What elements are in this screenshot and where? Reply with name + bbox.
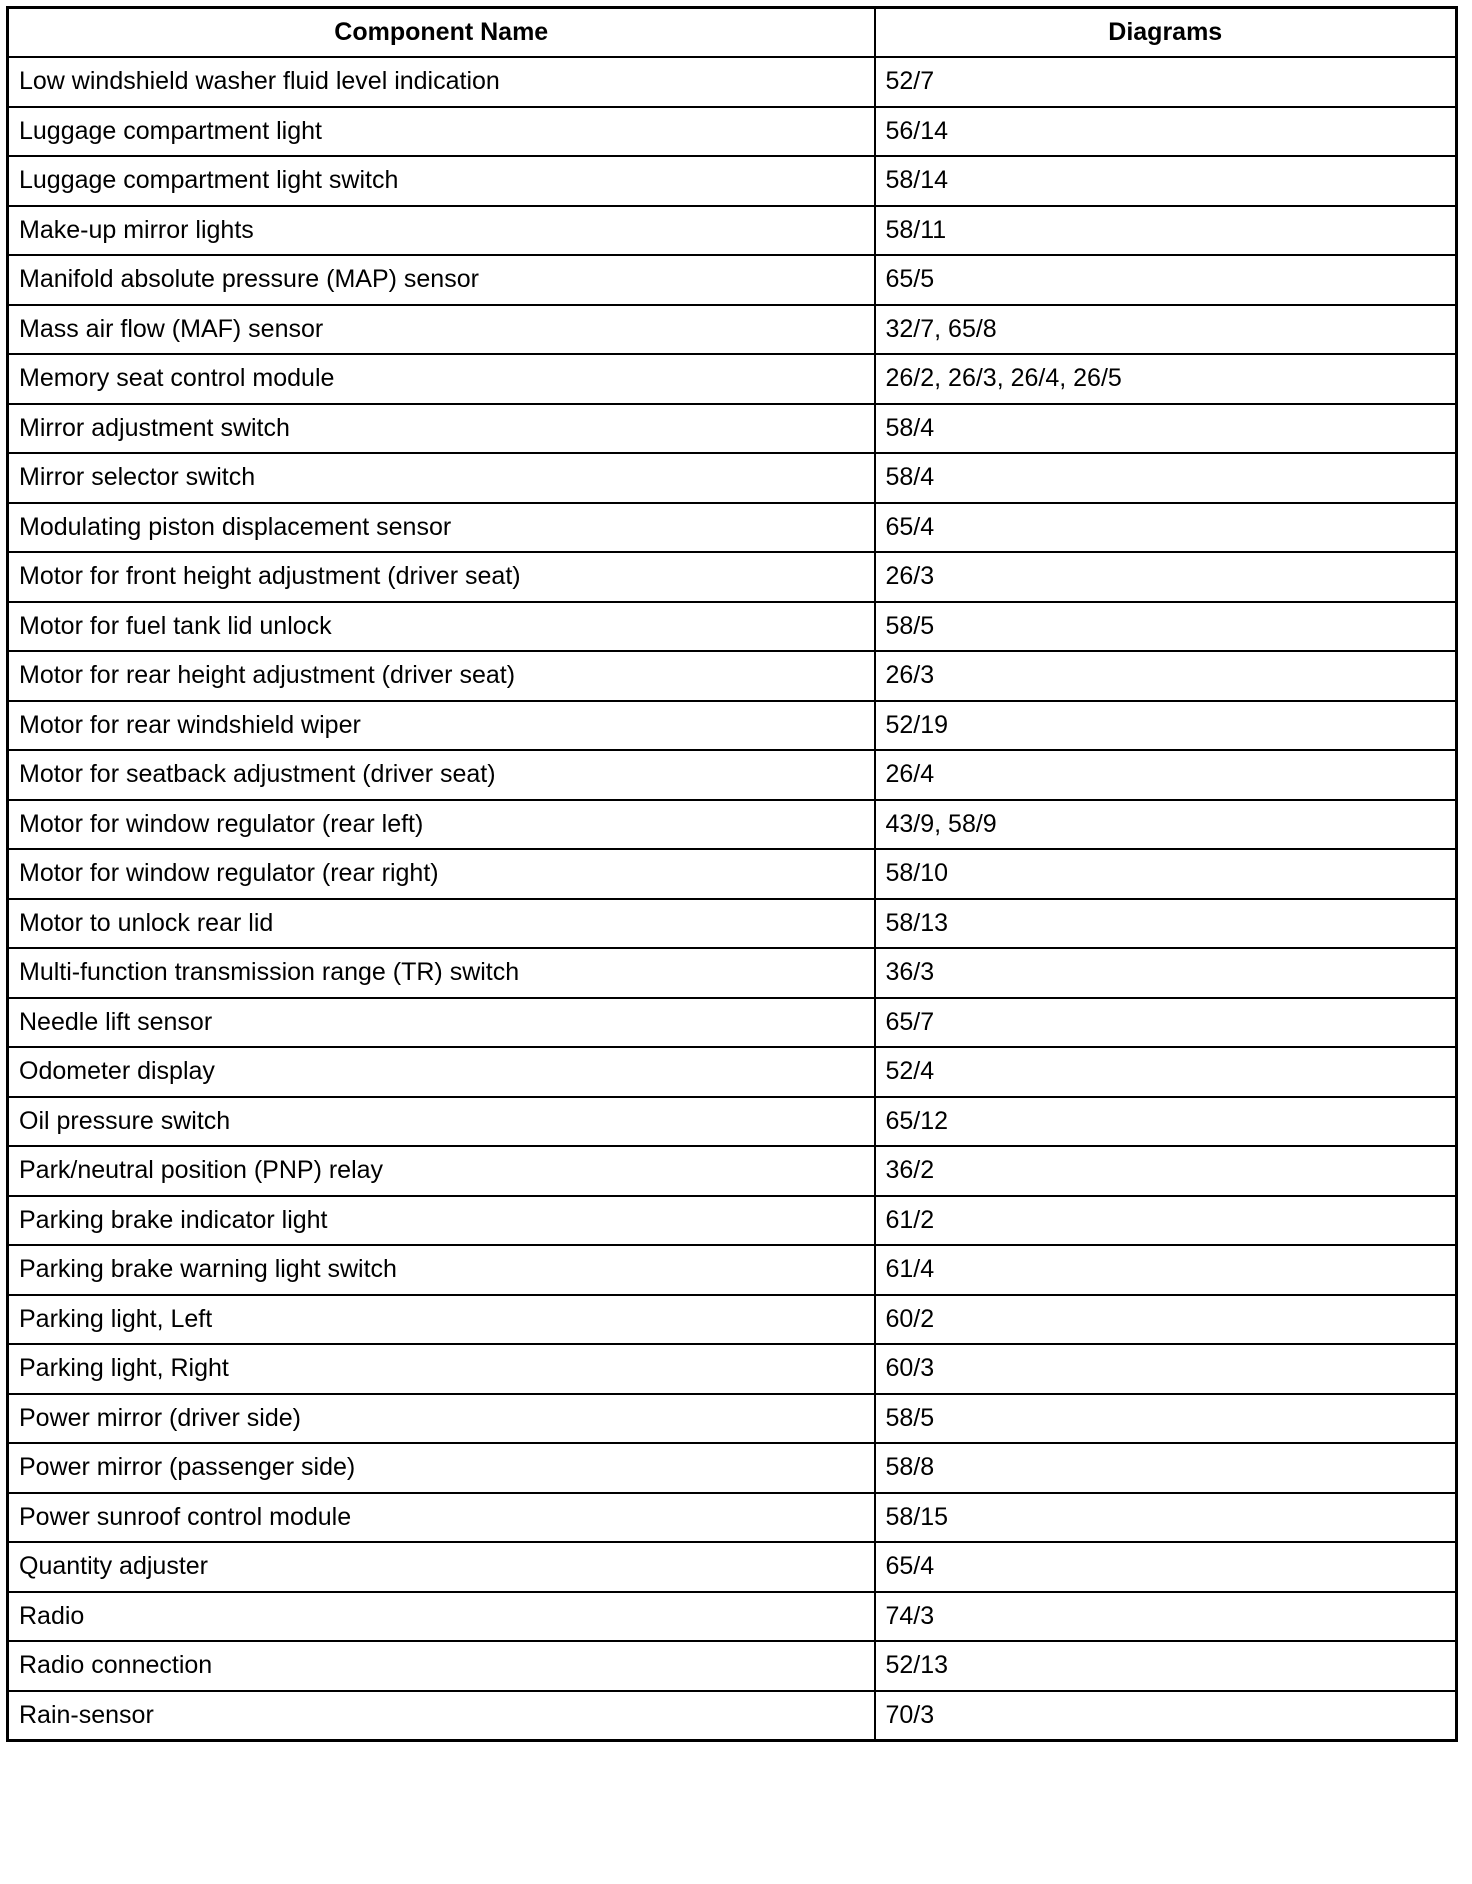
- diagrams-cell: 58/5: [875, 1394, 1457, 1444]
- diagrams-cell: 52/13: [875, 1641, 1457, 1691]
- table-row: [8, 305, 1457, 355]
- diagrams-cell: 36/3: [875, 948, 1457, 998]
- component-name-cell: Modulating piston displacement sensor: [8, 503, 875, 553]
- component-name-cell: Radio connection: [8, 1641, 875, 1691]
- component-name-cell: Oil pressure switch: [8, 1097, 875, 1147]
- table-row: [8, 404, 1457, 454]
- diagrams-cell: 65/4: [875, 503, 1457, 553]
- component-name-cell: Power mirror (passenger side): [8, 1443, 875, 1493]
- component-name-cell: Needle lift sensor: [8, 998, 875, 1048]
- component-name-cell: Odometer display: [8, 1047, 875, 1097]
- column-header-diagrams: Diagrams: [875, 8, 1457, 58]
- diagrams-cell: 52/19: [875, 701, 1457, 751]
- component-table-container: [6, 6, 1455, 1742]
- component-name-cell: Mirror adjustment switch: [8, 404, 875, 454]
- table-row: [8, 948, 1457, 998]
- table-row: [8, 156, 1457, 206]
- table-row: [8, 1146, 1457, 1196]
- component-name-cell: Power sunroof control module: [8, 1493, 875, 1543]
- table-row: [8, 800, 1457, 850]
- table-row: [8, 1641, 1457, 1691]
- diagrams-cell: 65/5: [875, 255, 1457, 305]
- component-name-cell: Luggage compartment light switch: [8, 156, 875, 206]
- diagrams-cell: 32/7, 65/8: [875, 305, 1457, 355]
- diagrams-cell: 52/4: [875, 1047, 1457, 1097]
- component-name-cell: Luggage compartment light: [8, 107, 875, 157]
- table-row: [8, 453, 1457, 503]
- table-row: [8, 602, 1457, 652]
- table-row: [8, 1196, 1457, 1246]
- component-name-cell: Rain-sensor: [8, 1691, 875, 1741]
- table-row: [8, 1443, 1457, 1493]
- table-row: [8, 255, 1457, 305]
- component-name-cell: Parking brake indicator light: [8, 1196, 875, 1246]
- table-row: [8, 206, 1457, 256]
- table-row: [8, 1691, 1457, 1741]
- component-name-cell: Quantity adjuster: [8, 1542, 875, 1592]
- table-row: [8, 1344, 1457, 1394]
- component-name-cell: Motor for seatback adjustment (driver seat): [8, 750, 875, 800]
- diagrams-cell: 43/9, 58/9: [875, 800, 1457, 850]
- table-row: [8, 998, 1457, 1048]
- component-name-cell: Make-up mirror lights: [8, 206, 875, 256]
- component-name-cell: Motor for window regulator (rear right): [8, 849, 875, 899]
- component-name-cell: Mirror selector switch: [8, 453, 875, 503]
- component-name-cell: Power mirror (driver side): [8, 1394, 875, 1444]
- table-header-row: [8, 8, 1457, 58]
- diagrams-cell: 58/4: [875, 453, 1457, 503]
- table-row: [8, 503, 1457, 553]
- table-row: [8, 701, 1457, 751]
- diagrams-cell: 65/7: [875, 998, 1457, 1048]
- diagrams-cell: 58/15: [875, 1493, 1457, 1543]
- table-row: [8, 57, 1457, 107]
- diagrams-cell: 65/12: [875, 1097, 1457, 1147]
- diagrams-cell: 26/3: [875, 552, 1457, 602]
- table-row: [8, 1295, 1457, 1345]
- table-row: [8, 107, 1457, 157]
- component-name-cell: Motor for fuel tank lid unlock: [8, 602, 875, 652]
- diagrams-cell: 58/14: [875, 156, 1457, 206]
- diagrams-cell: 70/3: [875, 1691, 1457, 1741]
- table-row: [8, 552, 1457, 602]
- table-row: [8, 1493, 1457, 1543]
- component-diagram-table: [6, 6, 1458, 1742]
- component-name-cell: Motor for window regulator (rear left): [8, 800, 875, 850]
- table-row: [8, 1047, 1457, 1097]
- component-name-cell: Radio: [8, 1592, 875, 1642]
- diagrams-cell: 58/11: [875, 206, 1457, 256]
- component-name-cell: Memory seat control module: [8, 354, 875, 404]
- component-name-cell: Multi-function transmission range (TR) switch: [8, 948, 875, 998]
- table-row: [8, 1245, 1457, 1295]
- component-name-cell: Park/neutral position (PNP) relay: [8, 1146, 875, 1196]
- table-row: [8, 849, 1457, 899]
- diagrams-cell: 74/3: [875, 1592, 1457, 1642]
- table-row: [8, 1097, 1457, 1147]
- table-row: [8, 1394, 1457, 1444]
- diagrams-cell: 58/5: [875, 602, 1457, 652]
- component-name-cell: Low windshield washer fluid level indication: [8, 57, 875, 107]
- component-name-cell: Parking light, Right: [8, 1344, 875, 1394]
- diagrams-cell: 58/8: [875, 1443, 1457, 1493]
- diagrams-cell: 56/14: [875, 107, 1457, 157]
- diagrams-cell: 65/4: [875, 1542, 1457, 1592]
- component-name-cell: Parking brake warning light switch: [8, 1245, 875, 1295]
- component-name-cell: Motor to unlock rear lid: [8, 899, 875, 949]
- table-row: [8, 899, 1457, 949]
- table-row: [8, 651, 1457, 701]
- diagrams-cell: 61/4: [875, 1245, 1457, 1295]
- diagrams-cell: 58/4: [875, 404, 1457, 454]
- diagrams-cell: 36/2: [875, 1146, 1457, 1196]
- component-name-cell: Parking light, Left: [8, 1295, 875, 1345]
- component-name-cell: Motor for front height adjustment (driver seat): [8, 552, 875, 602]
- diagrams-cell: 60/3: [875, 1344, 1457, 1394]
- table-row: [8, 1542, 1457, 1592]
- table-body: [8, 57, 1457, 1740]
- component-name-cell: Manifold absolute pressure (MAP) sensor: [8, 255, 875, 305]
- table-row: [8, 750, 1457, 800]
- table-row: [8, 1592, 1457, 1642]
- component-name-cell: Mass air flow (MAF) sensor: [8, 305, 875, 355]
- diagrams-cell: 26/3: [875, 651, 1457, 701]
- diagrams-cell: 58/10: [875, 849, 1457, 899]
- diagrams-cell: 26/2, 26/3, 26/4, 26/5: [875, 354, 1457, 404]
- diagrams-cell: 52/7: [875, 57, 1457, 107]
- diagrams-cell: 61/2: [875, 1196, 1457, 1246]
- column-header-component-name: Component Name: [8, 8, 875, 58]
- diagrams-cell: 60/2: [875, 1295, 1457, 1345]
- diagrams-cell: 58/13: [875, 899, 1457, 949]
- component-name-cell: Motor for rear height adjustment (driver seat): [8, 651, 875, 701]
- diagrams-cell: 26/4: [875, 750, 1457, 800]
- component-name-cell: Motor for rear windshield wiper: [8, 701, 875, 751]
- table-row: [8, 354, 1457, 404]
